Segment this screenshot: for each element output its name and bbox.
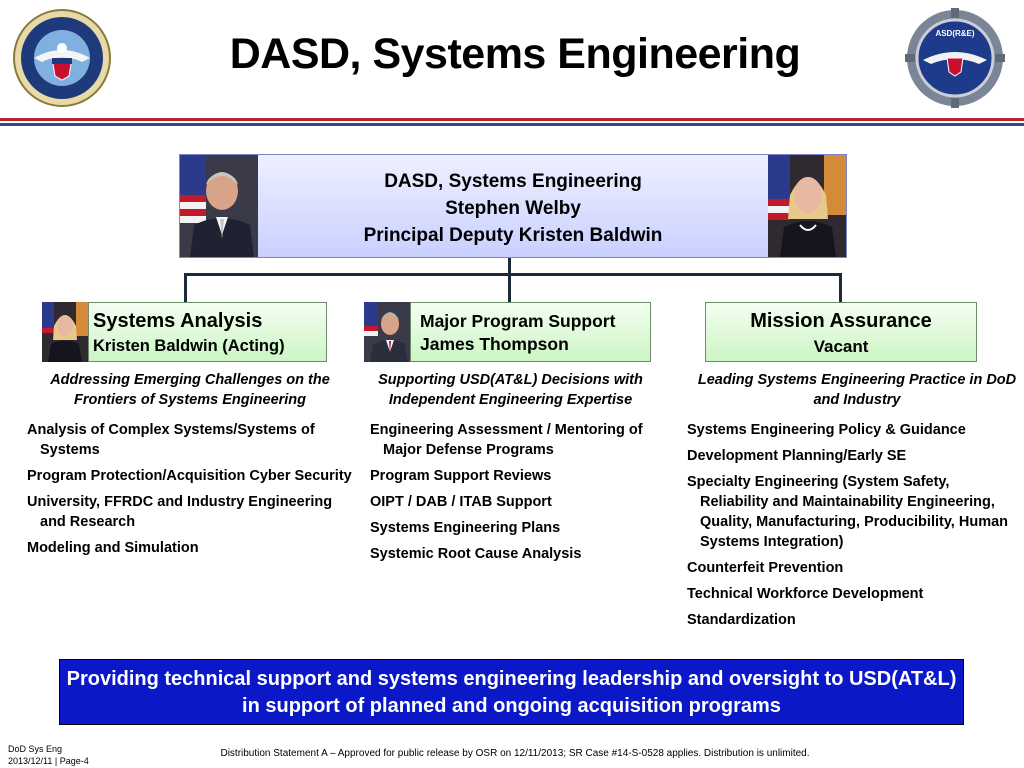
list-item: Systems Engineering Policy & Guidance <box>687 422 966 438</box>
list-item: Program Support Reviews <box>370 468 552 484</box>
systems-analysis-mission: Addressing Emerging Challenges on the Frontiers of Systems Engineering <box>50 372 330 408</box>
kristen-baldwin-photo-large <box>768 155 846 257</box>
systems-analysis-title: Systems Analysis <box>93 310 263 332</box>
connector-left <box>184 273 187 303</box>
mission-banner: Providing technical support and systems engineering leadership and oversight to USD(AT&L) in support of planned and ongoing acquisition programs <box>59 659 964 725</box>
list-item: Modeling and Simulation <box>27 540 199 556</box>
list-item: Systems Engineering Plans <box>370 520 561 536</box>
top-box-text <box>258 168 768 249</box>
connector-horizontal <box>184 273 842 276</box>
list-item: Counterfeit Prevention <box>687 560 844 576</box>
mission-assurance-lead: Vacant <box>813 337 869 356</box>
list-item: University, FFRDC and Industry Engineering and Research <box>27 494 333 530</box>
stephen-welby-photo <box>180 155 258 257</box>
list-item: Analysis of Complex Systems/Systems of Systems <box>27 422 315 458</box>
top-box-director: Stephen Welby <box>445 198 581 219</box>
systems-analysis-list <box>27 420 352 564</box>
footer-org: DoD Sys Eng <box>8 744 63 754</box>
asd-re-seal-logo <box>905 8 1005 108</box>
major-program-support-list <box>370 420 670 570</box>
footer-distribution: Distribution Statement A – Approved for public release by OSR on 12/11/2013; SR Case #14-S-0528 applies. Distribution is unlimited. <box>220 748 810 759</box>
footer-date-page: 2013/12/11 | Page-4 <box>8 756 89 766</box>
list-item: Technical Workforce Development <box>687 586 924 602</box>
header-rule-blue <box>0 123 1024 126</box>
mission-assurance-mission: Leading Systems Engineering Practice in DoD and Industry <box>697 372 1017 408</box>
major-program-support-title: Major Program Support <box>420 311 616 331</box>
connector-middle <box>508 273 511 303</box>
mission-assurance-title: Mission Assurance <box>750 310 932 332</box>
footer-left <box>8 743 89 767</box>
page-title: DASD, Systems Engineering <box>229 30 801 78</box>
dod-seal-logo <box>12 8 112 108</box>
list-item: Specialty Engineering (System Safety, Reliability and Maintainability Engineering, Quality, Manufacturing, Producibility, Human Systems Integration) <box>687 474 1009 550</box>
list-item: Systemic Root Cause Analysis <box>370 546 582 562</box>
connector-right <box>839 273 842 303</box>
list-item: OIPT / DAB / ITAB Support <box>370 494 552 510</box>
header-rule-red <box>0 118 1024 121</box>
james-thompson-photo <box>364 302 410 362</box>
mission-assurance-list <box>687 420 1020 636</box>
list-item: Engineering Assessment / Mentoring of Major Defense Programs <box>370 422 643 458</box>
list-item: Standardization <box>687 612 796 628</box>
kristen-baldwin-photo-small <box>42 302 88 362</box>
list-item: Program Protection/Acquisition Cyber Security <box>27 468 352 484</box>
list-item: Development Planning/Early SE <box>687 448 907 464</box>
top-box-deputy: Principal Deputy Kristen Baldwin <box>363 225 663 246</box>
asd-seal-text: ASD(R&E) <box>935 29 975 38</box>
major-program-support-mission: Supporting USD(AT&L) Decisions with Independent Engineering Expertise <box>378 372 643 408</box>
systems-analysis-lead: Kristen Baldwin (Acting) <box>93 337 285 355</box>
top-box-title: DASD, Systems Engineering <box>384 171 642 192</box>
major-program-support-lead: James Thompson <box>420 334 569 354</box>
